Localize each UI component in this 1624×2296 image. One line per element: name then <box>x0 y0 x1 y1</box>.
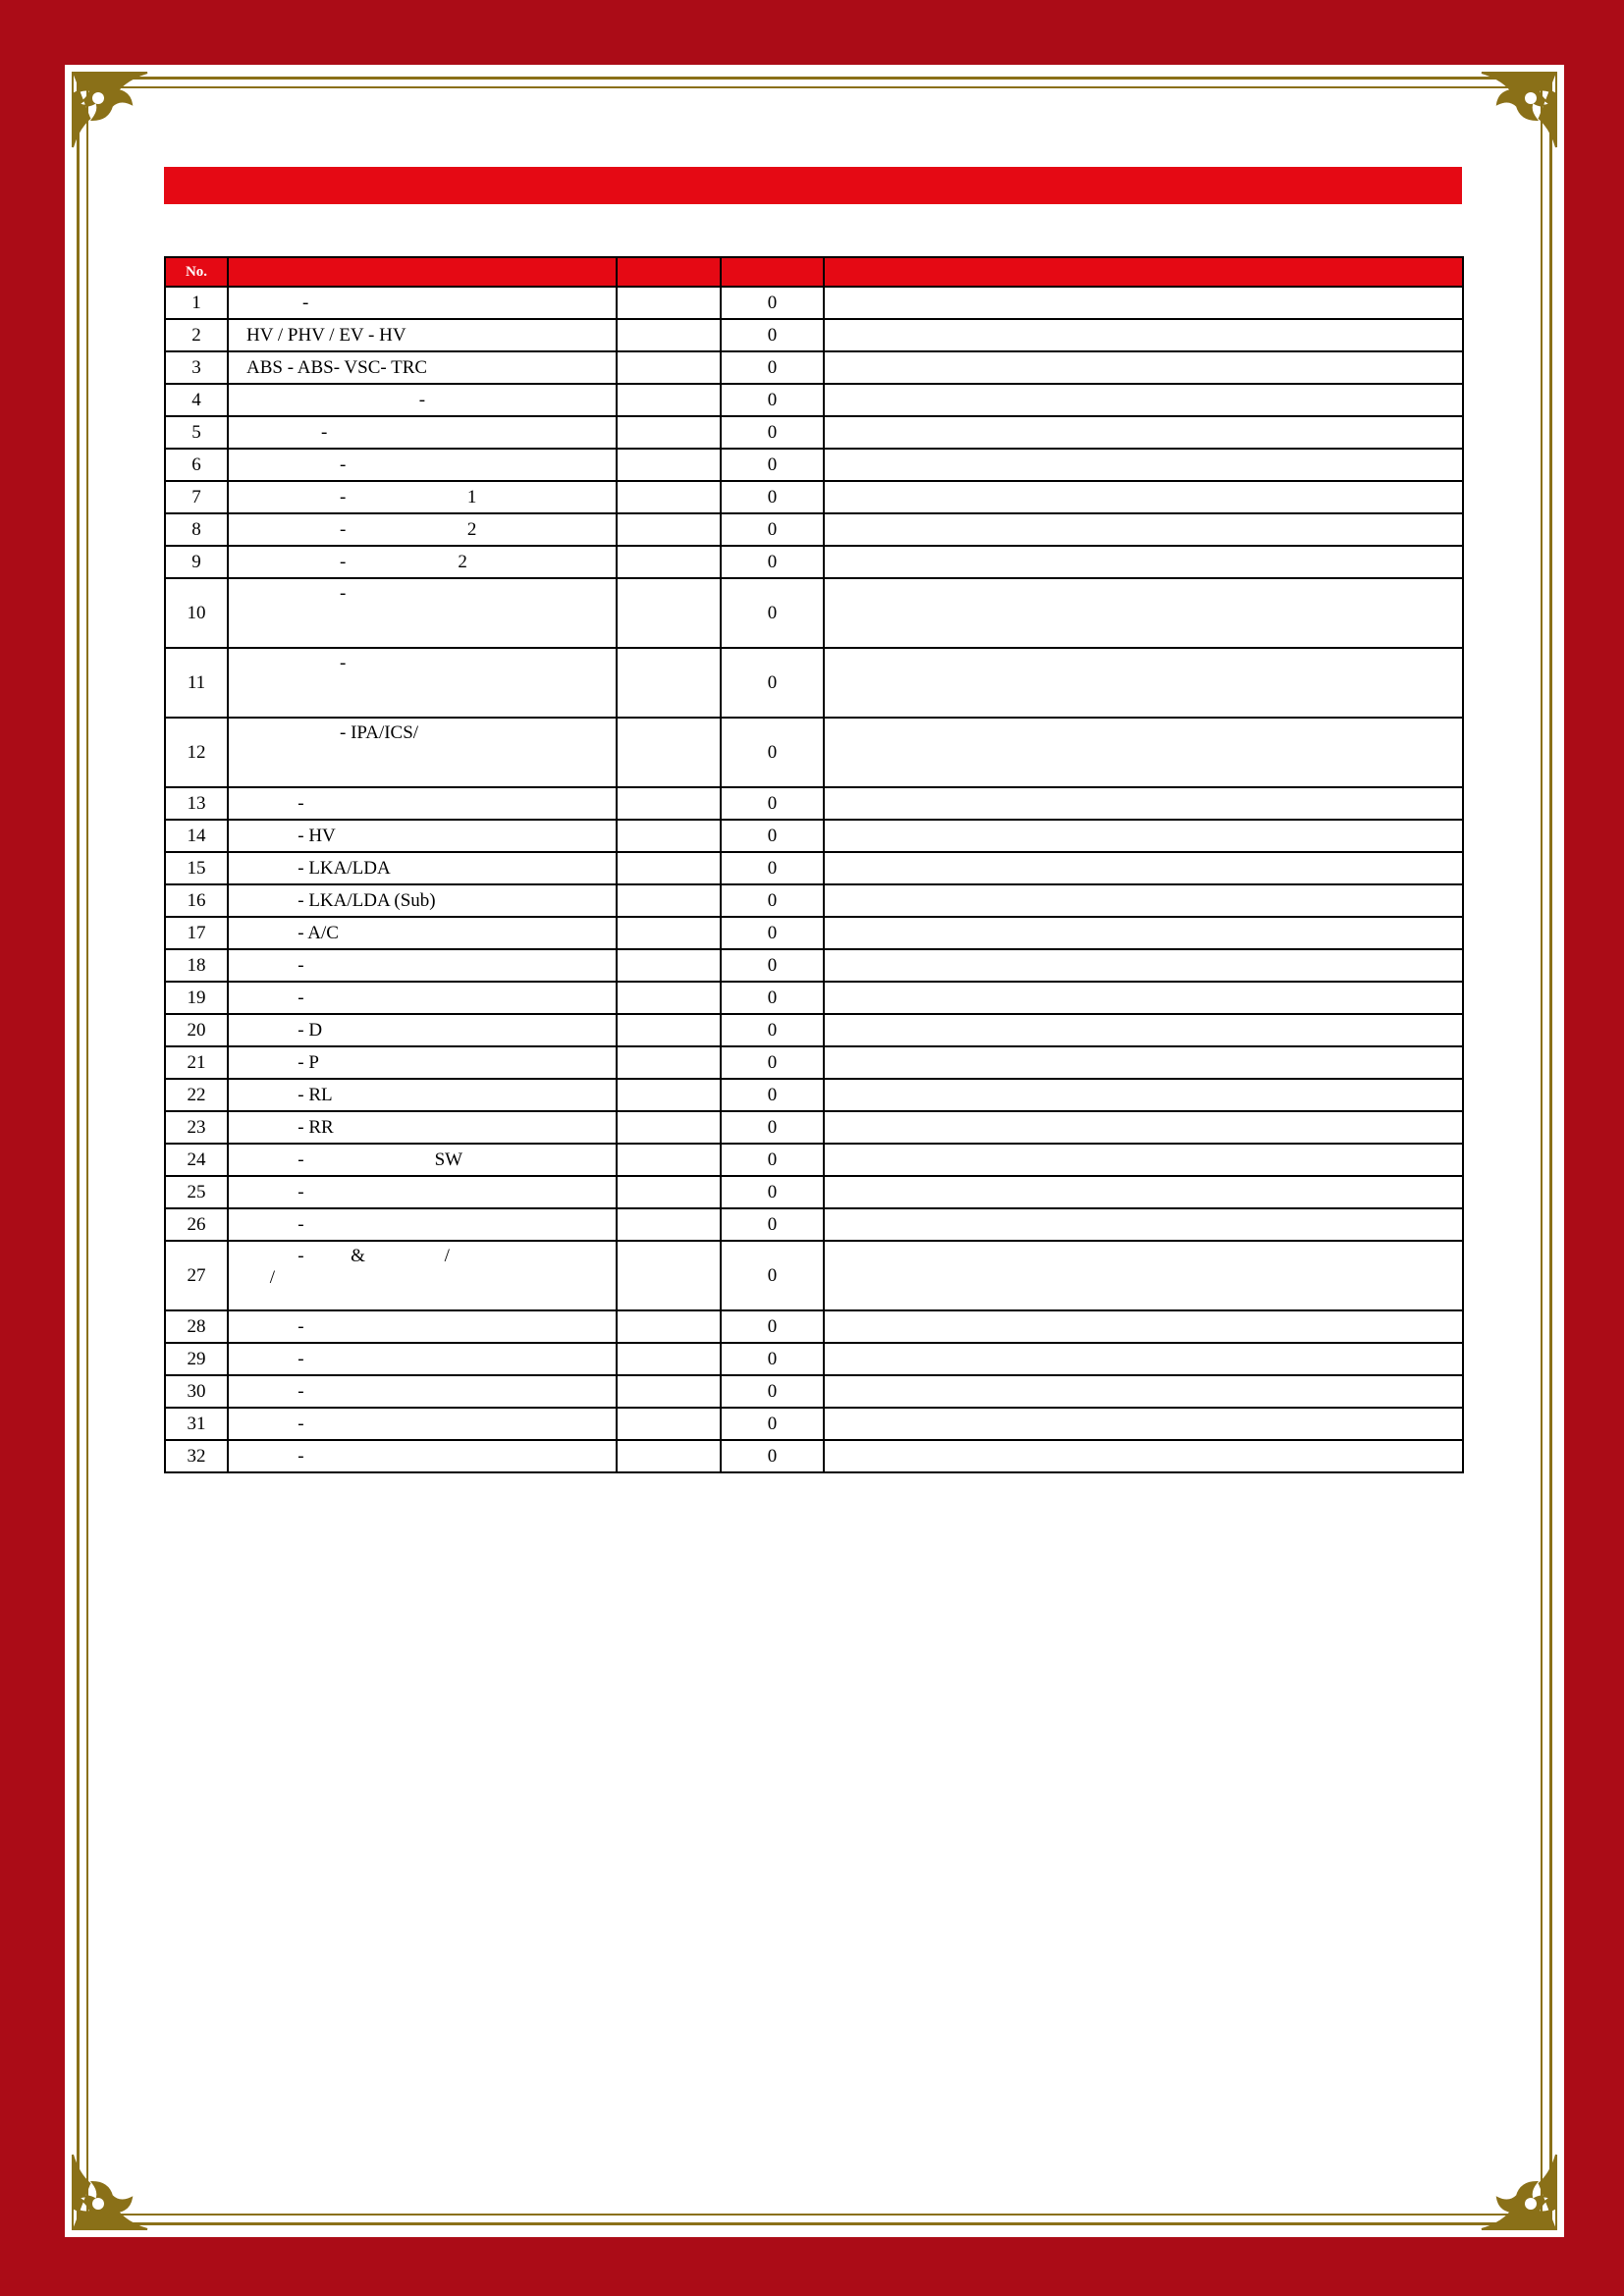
row-number: 25 <box>165 1176 228 1208</box>
table-row <box>165 287 1463 319</box>
row-value: 0 <box>721 648 824 718</box>
row-remark <box>824 546 1463 578</box>
row-col3 <box>617 449 721 481</box>
row-col3 <box>617 1375 721 1408</box>
row-col3 <box>617 787 721 820</box>
row-remark <box>824 852 1463 884</box>
row-col3 <box>617 884 721 917</box>
row-col3 <box>617 648 721 718</box>
row-remark <box>824 513 1463 546</box>
table-row <box>165 949 1463 982</box>
row-remark <box>824 1208 1463 1241</box>
row-remark <box>824 648 1463 718</box>
row-item: - 2 <box>228 513 617 546</box>
row-item: - <box>228 1176 617 1208</box>
row-value: 0 <box>721 1014 824 1046</box>
row-item: - <box>228 449 617 481</box>
row-item: - <box>228 578 617 648</box>
row-remark <box>824 319 1463 351</box>
row-number: 21 <box>165 1046 228 1079</box>
title-bar <box>164 167 1462 204</box>
row-number: 16 <box>165 884 228 917</box>
row-value: 0 <box>721 1241 824 1310</box>
table-row <box>165 982 1463 1014</box>
row-number: 6 <box>165 449 228 481</box>
table-row <box>165 852 1463 884</box>
table-row <box>165 546 1463 578</box>
row-item: - LKA/LDA (Sub) <box>228 884 617 917</box>
row-remark <box>824 1144 1463 1176</box>
row-number: 14 <box>165 820 228 852</box>
row-item: - <box>228 982 617 1014</box>
row-item: - IPA/ICS/ <box>228 718 617 787</box>
row-value: 0 <box>721 351 824 384</box>
row-value: 0 <box>721 787 824 820</box>
row-remark <box>824 1046 1463 1079</box>
row-value: 0 <box>721 481 824 513</box>
table-row <box>165 1046 1463 1079</box>
row-number: 23 <box>165 1111 228 1144</box>
row-number: 26 <box>165 1208 228 1241</box>
row-remark <box>824 384 1463 416</box>
table-row <box>165 416 1463 449</box>
row-value: 0 <box>721 1310 824 1343</box>
corner-ornament-icon <box>1472 2145 1560 2233</box>
table-row <box>165 449 1463 481</box>
row-col3 <box>617 416 721 449</box>
row-value: 0 <box>721 1408 824 1440</box>
row-value: 0 <box>721 1375 824 1408</box>
table-row <box>165 787 1463 820</box>
row-value: 0 <box>721 1343 824 1375</box>
row-item: - HV <box>228 820 617 852</box>
table-header-row <box>165 257 1463 287</box>
header-remark <box>824 257 1463 287</box>
row-value: 0 <box>721 1176 824 1208</box>
row-number: 27 <box>165 1241 228 1310</box>
row-item: - 2 <box>228 546 617 578</box>
row-remark <box>824 416 1463 449</box>
row-item: - D <box>228 1014 617 1046</box>
row-item: - <box>228 1375 617 1408</box>
row-number: 19 <box>165 982 228 1014</box>
row-value: 0 <box>721 1144 824 1176</box>
row-col3 <box>617 1111 721 1144</box>
row-col3 <box>617 917 721 949</box>
row-col3 <box>617 1208 721 1241</box>
row-remark <box>824 351 1463 384</box>
table-row <box>165 1440 1463 1472</box>
row-remark <box>824 982 1463 1014</box>
row-remark <box>824 1014 1463 1046</box>
row-number: 31 <box>165 1408 228 1440</box>
row-number: 11 <box>165 648 228 718</box>
row-value: 0 <box>721 949 824 982</box>
row-remark <box>824 1310 1463 1343</box>
row-remark <box>824 578 1463 648</box>
row-remark <box>824 917 1463 949</box>
row-col3 <box>617 481 721 513</box>
row-value: 0 <box>721 1079 824 1111</box>
row-col3 <box>617 1079 721 1111</box>
row-number: 12 <box>165 718 228 787</box>
row-remark <box>824 1176 1463 1208</box>
row-col3 <box>617 982 721 1014</box>
row-number: 7 <box>165 481 228 513</box>
row-col3 <box>617 949 721 982</box>
table-row <box>165 1375 1463 1408</box>
row-value: 0 <box>721 1208 824 1241</box>
row-item: - <box>228 1408 617 1440</box>
row-remark <box>824 1079 1463 1111</box>
row-item: ABS - ABS- VSC- TRC <box>228 351 617 384</box>
table-row <box>165 351 1463 384</box>
row-col3 <box>617 1310 721 1343</box>
table-row <box>165 578 1463 648</box>
corner-ornament-icon <box>69 69 157 157</box>
row-value: 0 <box>721 718 824 787</box>
row-col3 <box>617 578 721 648</box>
row-remark <box>824 1343 1463 1375</box>
row-col3 <box>617 1046 721 1079</box>
row-number: 10 <box>165 578 228 648</box>
row-item: - & / / <box>228 1241 617 1310</box>
row-item: - RR <box>228 1111 617 1144</box>
row-col3 <box>617 1176 721 1208</box>
row-item: - <box>228 287 617 319</box>
corner-ornament-icon <box>69 2145 157 2233</box>
table-row <box>165 1241 1463 1310</box>
row-remark <box>824 1440 1463 1472</box>
row-value: 0 <box>721 1440 824 1472</box>
row-item: - A/C <box>228 917 617 949</box>
table-row <box>165 1176 1463 1208</box>
row-item: HV / PHV / EV - HV <box>228 319 617 351</box>
row-number: 29 <box>165 1343 228 1375</box>
row-item: - P <box>228 1046 617 1079</box>
row-remark <box>824 287 1463 319</box>
row-value: 0 <box>721 884 824 917</box>
row-number: 5 <box>165 416 228 449</box>
row-value: 0 <box>721 546 824 578</box>
corner-ornament-icon <box>1472 69 1560 157</box>
row-item: - RL <box>228 1079 617 1111</box>
row-col3 <box>617 718 721 787</box>
row-col3 <box>617 852 721 884</box>
row-item: - <box>228 416 617 449</box>
table-row <box>165 513 1463 546</box>
row-item: - <box>228 1208 617 1241</box>
row-value: 0 <box>721 513 824 546</box>
row-number: 1 <box>165 287 228 319</box>
header-no: No. <box>165 257 228 287</box>
row-remark <box>824 449 1463 481</box>
row-item: - <box>228 949 617 982</box>
table-row <box>165 648 1463 718</box>
table-row <box>165 1144 1463 1176</box>
row-col3 <box>617 384 721 416</box>
row-number: 18 <box>165 949 228 982</box>
row-col3 <box>617 1440 721 1472</box>
row-remark <box>824 884 1463 917</box>
row-col3 <box>617 1014 721 1046</box>
table-row <box>165 319 1463 351</box>
table-row <box>165 1079 1463 1111</box>
row-col3 <box>617 319 721 351</box>
row-remark <box>824 787 1463 820</box>
table-row <box>165 384 1463 416</box>
header-col3 <box>617 257 721 287</box>
header-value <box>721 257 824 287</box>
row-col3 <box>617 513 721 546</box>
row-value: 0 <box>721 384 824 416</box>
row-number: 24 <box>165 1144 228 1176</box>
row-item: - LKA/LDA <box>228 852 617 884</box>
row-col3 <box>617 287 721 319</box>
row-value: 0 <box>721 982 824 1014</box>
row-remark <box>824 949 1463 982</box>
row-item: - SW <box>228 1144 617 1176</box>
row-value: 0 <box>721 917 824 949</box>
row-number: 4 <box>165 384 228 416</box>
table-row <box>165 1111 1463 1144</box>
row-item: - <box>228 1440 617 1472</box>
row-remark <box>824 1408 1463 1440</box>
row-item: - <box>228 1310 617 1343</box>
row-remark <box>824 718 1463 787</box>
table-row <box>165 718 1463 787</box>
table-row <box>165 917 1463 949</box>
table-row <box>165 1208 1463 1241</box>
row-number: 17 <box>165 917 228 949</box>
row-number: 3 <box>165 351 228 384</box>
row-value: 0 <box>721 1046 824 1079</box>
table-row <box>165 1014 1463 1046</box>
row-remark <box>824 1375 1463 1408</box>
row-value: 0 <box>721 852 824 884</box>
row-number: 30 <box>165 1375 228 1408</box>
row-item: - <box>228 1343 617 1375</box>
checklist-table <box>164 256 1464 1473</box>
row-number: 22 <box>165 1079 228 1111</box>
row-value: 0 <box>721 449 824 481</box>
document-page <box>65 65 1564 2237</box>
row-value: 0 <box>721 416 824 449</box>
row-col3 <box>617 1343 721 1375</box>
header-item <box>228 257 617 287</box>
row-value: 0 <box>721 1111 824 1144</box>
row-remark <box>824 481 1463 513</box>
row-value: 0 <box>721 287 824 319</box>
row-value: 0 <box>721 578 824 648</box>
row-col3 <box>617 820 721 852</box>
row-number: 28 <box>165 1310 228 1343</box>
row-item: - 1 <box>228 481 617 513</box>
table-row <box>165 884 1463 917</box>
row-number: 8 <box>165 513 228 546</box>
row-col3 <box>617 546 721 578</box>
row-item: - <box>228 384 617 416</box>
row-number: 20 <box>165 1014 228 1046</box>
row-remark <box>824 1241 1463 1310</box>
table-row <box>165 481 1463 513</box>
row-value: 0 <box>721 820 824 852</box>
row-remark <box>824 820 1463 852</box>
table-row <box>165 820 1463 852</box>
row-number: 2 <box>165 319 228 351</box>
table-row <box>165 1310 1463 1343</box>
row-number: 9 <box>165 546 228 578</box>
table-row <box>165 1343 1463 1375</box>
row-number: 15 <box>165 852 228 884</box>
row-col3 <box>617 351 721 384</box>
table-row <box>165 1408 1463 1440</box>
row-col3 <box>617 1408 721 1440</box>
row-value: 0 <box>721 319 824 351</box>
row-col3 <box>617 1144 721 1176</box>
row-remark <box>824 1111 1463 1144</box>
row-col3 <box>617 1241 721 1310</box>
table-body <box>165 287 1463 1472</box>
row-item: - <box>228 787 617 820</box>
row-number: 13 <box>165 787 228 820</box>
row-number: 32 <box>165 1440 228 1472</box>
row-item: - <box>228 648 617 718</box>
